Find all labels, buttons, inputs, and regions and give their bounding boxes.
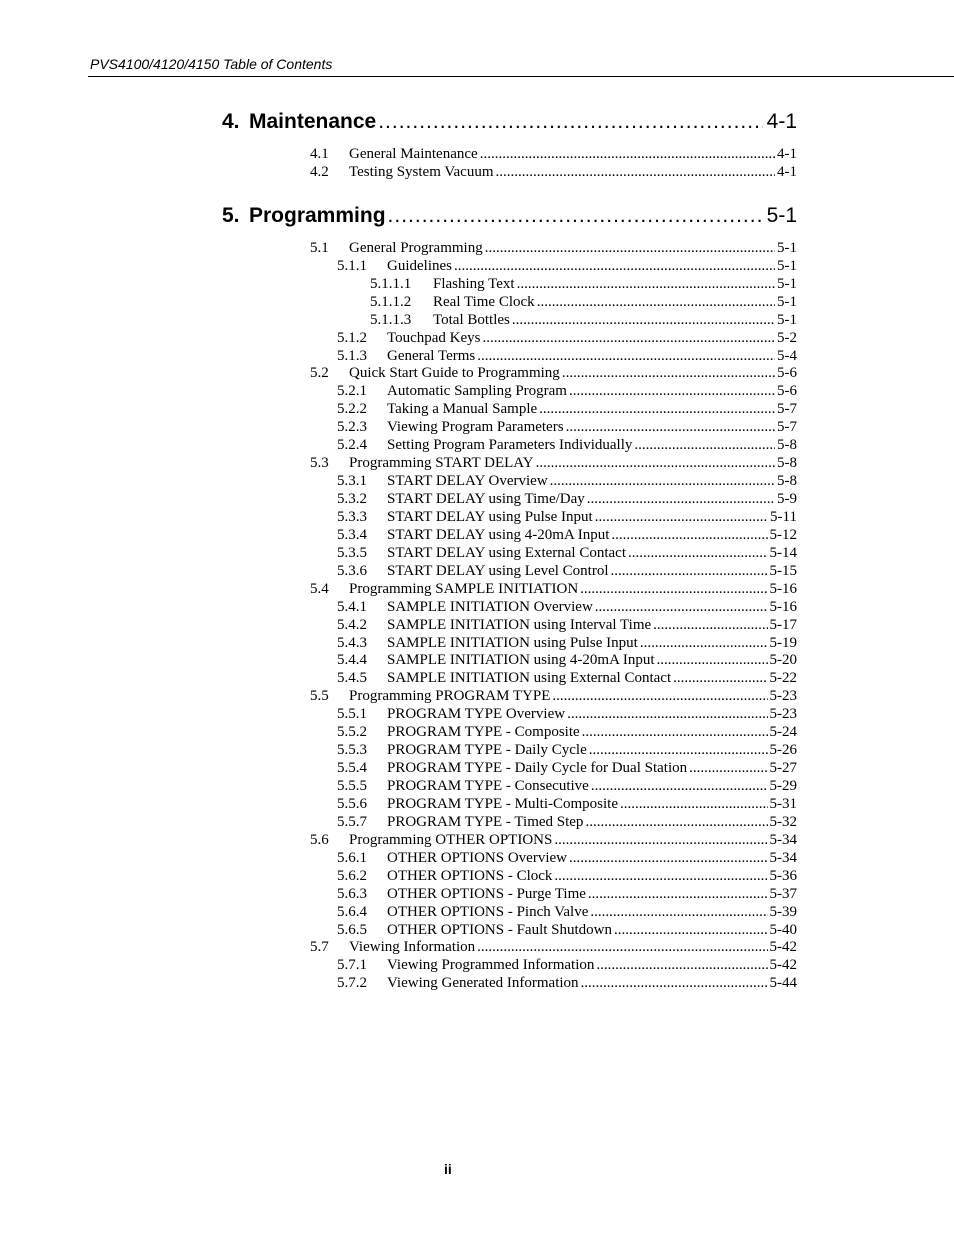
toc-entry[interactable] [222, 164, 797, 182]
dot-leader [585, 814, 767, 832]
entry-title: OTHER OPTIONS - Fault Shutdown [387, 921, 613, 938]
page-number: ii [444, 1161, 452, 1177]
toc-entry[interactable] [222, 509, 797, 527]
toc-entry[interactable] [222, 814, 797, 832]
dot-leader [634, 437, 775, 455]
dot-leader [611, 527, 767, 545]
entry-number: 5.6.5 [337, 921, 367, 938]
toc-entry[interactable] [222, 617, 797, 635]
chapter-number: 4. [222, 110, 240, 133]
toc-entry[interactable] [222, 796, 797, 814]
entry-page-number: 5-34 [769, 849, 797, 866]
entry-number: 5.6 [310, 831, 329, 848]
dot-leader [388, 204, 763, 228]
entry-number: 5.7.1 [337, 957, 367, 974]
entry-number: 5.5.1 [337, 706, 367, 723]
entry-title: OTHER OPTIONS - Purge Time [387, 885, 586, 902]
dot-leader [378, 110, 762, 134]
entry-number: 4.2 [310, 163, 329, 180]
toc-entry[interactable] [222, 886, 797, 904]
toc-entry[interactable] [222, 365, 797, 383]
entry-title: START DELAY using 4-20mA Input [387, 526, 610, 543]
entry-page-number: 5-19 [769, 634, 797, 651]
dot-leader [620, 796, 768, 814]
dot-leader [628, 545, 768, 563]
entry-title: General Programming [349, 239, 483, 256]
dot-leader [640, 635, 768, 653]
entry-title: Setting Program Parameters Individually [387, 437, 633, 454]
entry-number: 5.4.2 [337, 616, 367, 633]
toc-entry[interactable] [222, 688, 797, 706]
entry-title: Viewing Program Parameters [387, 419, 564, 436]
entry-title: PROGRAM TYPE - Multi-Composite [387, 795, 618, 812]
entry-number: 5.5 [310, 688, 329, 705]
entry-title: START DELAY using External Contact [387, 544, 626, 561]
dot-leader [588, 886, 768, 904]
entry-page-number: 5-27 [769, 760, 797, 777]
entry-page-number: 5-16 [769, 580, 797, 597]
dot-leader [569, 850, 768, 868]
entry-page-number: 5-14 [769, 544, 797, 561]
table-of-contents [222, 110, 797, 993]
entry-page-number: 5-37 [769, 885, 797, 902]
dot-leader [477, 348, 775, 366]
dot-leader [566, 419, 775, 437]
entry-title: Programming START DELAY [349, 455, 534, 472]
toc-entry[interactable] [222, 957, 797, 975]
entry-title: SAMPLE INITIATION using Interval Time [387, 616, 652, 633]
dot-leader [595, 509, 768, 527]
entry-title: General Maintenance [349, 146, 478, 162]
entry-page-number: 5-24 [769, 724, 797, 741]
toc-entry[interactable] [222, 832, 797, 850]
entry-number: 5.7 [310, 939, 329, 956]
entry-title: Automatic Sampling Program [387, 383, 567, 400]
header-divider [88, 76, 954, 77]
entry-title: PROGRAM TYPE - Composite [387, 724, 580, 741]
entry-page-number: 5-1 [777, 311, 797, 328]
entry-title: PROGRAM TYPE - Daily Cycle for Dual Station [387, 760, 688, 777]
entry-number: 5.5.3 [337, 742, 367, 759]
toc-entry[interactable] [222, 258, 797, 276]
entry-number: 5.5.2 [337, 724, 367, 741]
entry-title: Viewing Generated Information [387, 975, 579, 992]
chapter-title: Programming [249, 203, 386, 227]
entry-number: 5.4.5 [337, 670, 367, 687]
toc-entry[interactable] [222, 599, 797, 617]
toc-entry[interactable] [222, 146, 797, 164]
entry-title: SAMPLE INITIATION using 4-20mA Input [387, 652, 655, 669]
entry-title: SAMPLE INITIATION using Pulse Input [387, 634, 638, 651]
entry-title: Real Time Clock [433, 293, 535, 310]
dot-leader [580, 581, 767, 599]
entry-title: OTHER OPTIONS - Clock [387, 867, 553, 884]
dot-leader [562, 365, 775, 383]
entry-number: 4.1 [310, 146, 329, 162]
dot-leader [611, 563, 768, 581]
entry-page-number: 5-9 [777, 491, 797, 507]
entry-title: Touchpad Keys [387, 329, 481, 346]
entry-number: 5.1.1.1 [370, 275, 412, 292]
dot-leader [589, 742, 768, 760]
entry-title: Quick Start Guide to Programming [349, 365, 560, 382]
entry-number: 5.2.3 [337, 419, 367, 436]
entry-page-number: 5-1 [777, 257, 797, 274]
dot-leader [569, 383, 775, 401]
entry-page-number: 5-44 [769, 975, 797, 992]
entry-number: 5.4.3 [337, 634, 367, 651]
dot-leader [550, 473, 775, 491]
dot-leader [582, 724, 768, 742]
toc-entry[interactable] [222, 419, 797, 437]
entry-title: SAMPLE INITIATION Overview [387, 598, 593, 615]
toc-entry[interactable] [222, 581, 797, 599]
entry-page-number: 5-12 [769, 526, 797, 543]
entry-page-number: 5-11 [770, 508, 797, 525]
entry-number: 5.4.1 [337, 598, 367, 615]
entry-number: 5.3.2 [337, 491, 367, 507]
dot-leader [614, 922, 767, 940]
toc-entry[interactable] [222, 330, 797, 348]
toc-entry[interactable] [222, 670, 797, 688]
entry-number: 5.6.2 [337, 867, 367, 884]
entry-page-number: 5-42 [769, 939, 797, 956]
entry-number: 5.4.4 [337, 652, 367, 669]
entry-page-number: 5-1 [777, 293, 797, 310]
entry-number: 5.2 [310, 365, 329, 382]
entry-number: 5.3.4 [337, 526, 367, 543]
entry-number: 5.6.4 [337, 903, 367, 920]
dot-leader [536, 455, 775, 473]
entry-title: START DELAY using Time/Day [387, 491, 585, 507]
entry-number: 5.3.5 [337, 544, 367, 561]
entry-page-number: 5-42 [769, 957, 797, 974]
dot-leader [657, 652, 768, 670]
toc-entry[interactable] [222, 294, 797, 312]
entry-page-number: 5-20 [769, 652, 797, 669]
entry-page-number: 4-1 [777, 146, 797, 162]
entry-title: General Terms [387, 347, 476, 364]
entry-page-number: 5-31 [769, 795, 797, 812]
entry-page-number: 5-26 [769, 742, 797, 759]
toc-entry[interactable] [222, 778, 797, 796]
entry-number: 5.2.4 [337, 437, 367, 454]
dot-leader [567, 706, 767, 724]
entry-title: OTHER OPTIONS - Pinch Valve [387, 903, 589, 920]
entry-title: Total Bottles [433, 311, 510, 328]
entry-page-number: 5-8 [777, 455, 797, 472]
toc-entry[interactable] [222, 383, 797, 401]
toc-entry[interactable] [222, 545, 797, 563]
entry-number: 5.1.3 [337, 347, 367, 364]
entry-title: PROGRAM TYPE Overview [387, 706, 566, 723]
toc-entry[interactable] [222, 563, 797, 581]
entry-number: 5.3.6 [337, 562, 367, 579]
entry-page-number: 5-8 [777, 473, 797, 490]
entry-title: PROGRAM TYPE - Consecutive [387, 778, 589, 794]
entry-number: 5.3 [310, 455, 329, 472]
chapter-page-number: 5-1 [766, 203, 797, 227]
toc-entry[interactable] [222, 760, 797, 778]
toc-entry[interactable] [222, 975, 797, 993]
dot-leader [537, 294, 775, 312]
entry-page-number: 5-34 [769, 831, 797, 848]
dot-leader [517, 276, 775, 294]
entry-page-number: 5-2 [777, 329, 797, 346]
entry-number: 5.5.6 [337, 795, 367, 812]
toc-entry[interactable] [222, 922, 797, 940]
toc-entry[interactable] [222, 527, 797, 545]
entry-title: Testing System Vacuum [349, 163, 494, 180]
toc-entry[interactable] [222, 455, 797, 473]
toc-entry[interactable] [222, 473, 797, 491]
entry-number: 5.7.2 [337, 975, 367, 992]
entry-number: 5.6.1 [337, 849, 367, 866]
entry-page-number: 5-1 [777, 275, 797, 292]
toc-entry[interactable] [222, 348, 797, 366]
entry-number: 5.5.7 [337, 813, 367, 830]
entry-page-number: 5-1 [777, 239, 797, 256]
running-header: PVS4100/4120/4150 Table of Contents [90, 56, 333, 72]
dot-leader [653, 617, 767, 635]
dot-leader [552, 688, 767, 706]
entry-page-number: 5-15 [769, 562, 797, 579]
toc-entry[interactable] [222, 724, 797, 742]
entry-title: Viewing Information [349, 939, 476, 956]
toc-entry[interactable] [222, 635, 797, 653]
entry-title: Flashing Text [433, 275, 515, 292]
chapter-page-number: 4-1 [766, 110, 797, 133]
chapter-heading[interactable] [222, 110, 797, 140]
entry-title: Programming SAMPLE INITIATION [349, 580, 579, 597]
dot-leader [512, 312, 775, 330]
entry-number: 5.2.2 [337, 401, 367, 418]
entry-number: 5.5.5 [337, 778, 367, 794]
dot-leader [496, 164, 776, 182]
entry-page-number: 5-29 [769, 778, 797, 794]
entry-title: SAMPLE INITIATION using External Contact [387, 670, 672, 687]
dot-leader [689, 760, 767, 778]
entry-number: 5.1.2 [337, 329, 367, 346]
entry-title: START DELAY using Pulse Input [387, 508, 593, 525]
toc-entry[interactable] [222, 240, 797, 258]
entry-number: 5.1.1.2 [370, 293, 412, 310]
dot-leader [454, 258, 775, 276]
dot-leader [595, 599, 768, 617]
entry-number: 5.6.3 [337, 885, 367, 902]
entry-title: Programming OTHER OPTIONS [349, 831, 553, 848]
dot-leader [554, 868, 767, 886]
dot-leader [590, 904, 767, 922]
toc-entry[interactable] [222, 904, 797, 922]
entry-title: START DELAY using Level Control [387, 562, 609, 579]
toc-entry[interactable] [222, 939, 797, 957]
toc-entry[interactable] [222, 850, 797, 868]
section-spacer [222, 182, 797, 204]
entry-page-number: 5-36 [769, 867, 797, 884]
toc-entry[interactable] [222, 437, 797, 455]
entry-page-number: 5-23 [769, 688, 797, 705]
dot-leader [587, 491, 775, 509]
entry-title: PROGRAM TYPE - Daily Cycle [387, 742, 587, 759]
entry-title: Viewing Programmed Information [387, 957, 595, 974]
entry-page-number: 5-40 [769, 921, 797, 938]
dot-leader [477, 939, 767, 957]
entry-page-number: 5-6 [777, 383, 797, 400]
entry-number: 5.4 [310, 580, 329, 597]
dot-leader [581, 975, 768, 993]
entry-title: Guidelines [387, 257, 452, 274]
toc-entry[interactable] [222, 401, 797, 419]
toc-entry[interactable] [222, 276, 797, 294]
entry-number: 5.2.1 [337, 383, 367, 400]
entry-title: START DELAY Overview [387, 473, 548, 490]
entry-page-number: 5-7 [777, 401, 797, 418]
chapter-number: 5. [222, 203, 240, 227]
entry-number: 5.1.1.3 [370, 311, 412, 328]
entry-number: 5.1.1 [337, 257, 367, 274]
entry-page-number: 5-7 [777, 419, 797, 436]
entry-number: 5.3.1 [337, 473, 367, 490]
entry-page-number: 5-39 [769, 903, 797, 920]
dot-leader [673, 670, 767, 688]
entry-title: PROGRAM TYPE - Timed Step [387, 813, 584, 830]
entry-page-number: 5-23 [769, 706, 797, 723]
entry-number: 5.5.4 [337, 760, 367, 777]
entry-page-number: 5-6 [777, 365, 797, 382]
entry-title: Taking a Manual Sample [387, 401, 538, 418]
toc-entry[interactable] [222, 312, 797, 330]
entry-number: 5.1 [310, 239, 329, 256]
entry-page-number: 5-32 [769, 813, 797, 830]
dot-leader [596, 957, 767, 975]
chapter-title: Maintenance [249, 110, 377, 133]
entry-page-number: 5-8 [777, 437, 797, 454]
toc-entry[interactable] [222, 652, 797, 670]
entry-page-number: 5-16 [769, 598, 797, 615]
entry-page-number: 5-17 [769, 616, 797, 633]
entry-number: 5.3.3 [337, 508, 367, 525]
entry-title: Programming PROGRAM TYPE [349, 688, 551, 705]
toc-entry[interactable] [222, 491, 797, 509]
entry-title: OTHER OPTIONS Overview [387, 849, 567, 866]
toc-entry[interactable] [222, 706, 797, 724]
dot-leader [554, 832, 767, 850]
toc-entry[interactable] [222, 742, 797, 760]
chapter-heading[interactable] [222, 204, 797, 234]
entry-page-number: 5-22 [769, 670, 797, 687]
toc-entry[interactable] [222, 868, 797, 886]
dot-leader [480, 146, 775, 164]
dot-leader [539, 401, 775, 419]
dot-leader [483, 330, 775, 348]
entry-page-number: 4-1 [777, 163, 797, 180]
entry-page-number: 5-4 [777, 347, 797, 364]
dot-leader [591, 778, 768, 796]
dot-leader [485, 240, 775, 258]
